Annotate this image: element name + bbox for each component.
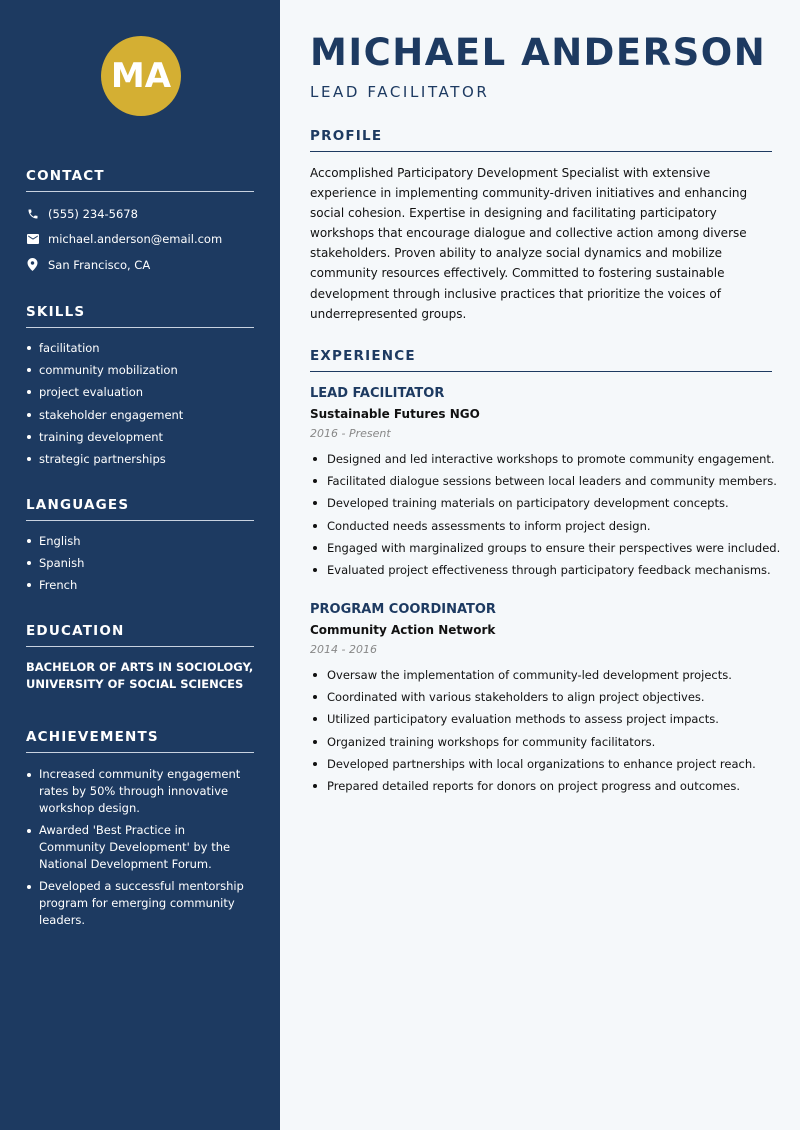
achievements-list [26, 766, 254, 929]
skill-item: stakeholder engagement [26, 404, 254, 426]
job-entry [310, 602, 772, 797]
job-company: Sustainable Futures NGO [310, 407, 480, 421]
job-bullet: Utilized participatory evaluation methods to assess project impacts. [310, 708, 772, 730]
education-degree: BACHELOR OF ARTS IN SOCIOLOGY, UNIVERSITY OF SOCIAL SCIENCES [26, 660, 254, 691]
email-icon [26, 233, 39, 246]
languages-list [26, 530, 254, 597]
job-bullets [310, 448, 781, 581]
contact-email [26, 227, 254, 253]
achievements-section [26, 729, 254, 934]
achievement-item: Increased community engagement rates by 50% through innovative workshop design. [26, 766, 254, 817]
achievements-heading: ACHIEVEMENTS [26, 729, 254, 753]
phone-text: (555) 234-5678 [48, 206, 138, 221]
email-text[interactable]: michael.anderson@email.com [48, 232, 223, 247]
candidate-title: LEAD FACILITATOR [310, 83, 490, 101]
job-bullet: Developed training materials on participatory development concepts. [310, 492, 772, 514]
skills-list [26, 337, 254, 470]
languages-section [26, 497, 254, 597]
languages-heading: LANGUAGES [26, 497, 254, 521]
language-item: French [26, 574, 254, 596]
contact-phone [26, 201, 254, 227]
job-entry [310, 386, 781, 581]
contact-location [26, 252, 254, 278]
job-bullet: Conducted needs assessments to inform project design. [310, 515, 772, 537]
location-pin-icon [26, 258, 39, 271]
skill-item: training development [26, 426, 254, 448]
job-bullet: Organized training workshops for community facilitators. [310, 731, 772, 753]
language-item: English [26, 530, 254, 552]
sidebar [0, 0, 280, 1130]
contact-section [26, 168, 254, 278]
job-bullet: Prepared detailed reports for donors on project progress and outcomes. [310, 775, 772, 797]
profile-heading: PROFILE [310, 128, 772, 152]
skill-item: facilitation [26, 337, 254, 359]
job-bullets [310, 664, 772, 797]
job-dates: 2016 - Present [310, 427, 391, 440]
location-text: San Francisco, CA [48, 257, 151, 272]
phone-icon [26, 207, 39, 220]
candidate-name: MICHAEL ANDERSON [310, 31, 767, 74]
achievement-item: Developed a successful mentorship program for emerging community leaders. [26, 878, 254, 929]
skills-heading: SKILLS [26, 304, 254, 328]
job-bullet: Designed and led interactive workshops to promote community engagement. [310, 448, 772, 470]
job-title: PROGRAM COORDINATOR [310, 602, 496, 617]
education-section [26, 623, 254, 693]
avatar-initials: MA [101, 36, 181, 116]
skill-item: project evaluation [26, 381, 254, 403]
job-bullet: Coordinated with various stakeholders to align project objectives. [310, 686, 772, 708]
job-bullet: Evaluated project effectiveness through participatory feedback mechanisms. [310, 559, 772, 581]
language-item: Spanish [26, 552, 254, 574]
job-dates: 2014 - 2016 [310, 643, 377, 656]
job-title: LEAD FACILITATOR [310, 386, 445, 401]
skills-section [26, 304, 254, 470]
job-bullet: Developed partnerships with local organizations to enhance project reach. [310, 753, 772, 775]
education-heading: EDUCATION [26, 623, 254, 647]
skill-item: community mobilization [26, 359, 254, 381]
contact-heading: CONTACT [26, 168, 254, 192]
job-bullet: Facilitated dialogue sessions between local leaders and community members. [310, 470, 772, 492]
profile-text: Accomplished Participatory Development Specialist with extensive experience in implementing community-driven initiatives and enhancing social cohesion. Expertise in designing and facilitating participatory workshops that encourage dialogue and collective action among diverse stakeholders. Proven ability to analyze social dynamics and mobilize community resources effectively. Committed to fostering sustainable development through inclusive practices that prioritize the voices of underrepresented groups. [310, 166, 748, 321]
job-company: Community Action Network [310, 623, 496, 637]
job-bullet: Engaged with marginalized groups to ensure their perspectives were included. [310, 537, 772, 559]
skill-item: strategic partnerships [26, 448, 254, 470]
experience-heading: EXPERIENCE [310, 348, 772, 372]
job-bullet: Oversaw the implementation of community-led development projects. [310, 664, 772, 686]
achievement-item: Awarded 'Best Practice in Community Development' by the National Development Forum. [26, 822, 254, 873]
